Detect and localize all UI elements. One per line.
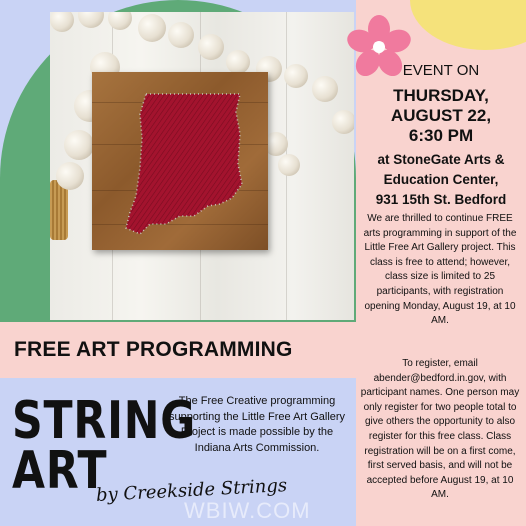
- venue-name: at StoneGate Arts &: [377, 152, 505, 167]
- bead-icon: [226, 50, 250, 74]
- event-month-day: AUGUST 22,: [390, 106, 492, 125]
- event-date: [356, 86, 526, 146]
- event-venue: [358, 150, 524, 210]
- watermark: WBIW.COM: [184, 498, 311, 523]
- bead-icon: [56, 162, 84, 190]
- bead-icon: [332, 110, 354, 134]
- event-day: THURSDAY,: [393, 86, 489, 105]
- bead-icon: [78, 12, 104, 28]
- bead-icon: [64, 130, 94, 160]
- bead-icon: [108, 12, 132, 30]
- bead-icon: [168, 22, 194, 48]
- sponsor-text: The Free Creative programming supporting the Little Free Art Gallery Project is made possible by the Indiana Arts Commission.: [168, 395, 346, 454]
- byline: by Creekside Strings: [95, 475, 288, 506]
- wooden-board: [92, 72, 268, 250]
- event-label: EVENT ON: [402, 62, 480, 79]
- bead-icon: [198, 34, 224, 60]
- title-line-1: STRING: [12, 391, 197, 451]
- bead-icon: [138, 14, 166, 42]
- headline: FREE ART PROGRAMMING: [14, 338, 293, 361]
- bead-icon: [50, 12, 74, 32]
- venue-name-cont: Education Center,: [383, 172, 499, 187]
- indiana-string-art-icon: [92, 72, 268, 250]
- bead-icon: [284, 64, 308, 88]
- title-line-2: ART: [12, 441, 108, 501]
- bead-icon: [278, 154, 300, 176]
- event-time: 6:30 PM: [408, 126, 474, 145]
- event-description: We are thrilled to continue FREE arts programming in support of the Little Free Art Gallery project. This class is free to attend; however, class size is limited to 25 participants, with registration opening Monday, August 19, at 10 AM.: [363, 213, 517, 327]
- venue-address: 931 15th St. Bedford: [375, 192, 507, 207]
- bead-icon: [312, 76, 338, 102]
- string-art-photo: [50, 12, 354, 320]
- registration-info: To register, email abender@bedford.in.gov, with participant names. One person may only register for two people total to give others the opportunity to also register for this free class. Class registration will be on a first come, first served basis, and will not be accepted before August 19, at 10 AM.: [360, 358, 520, 501]
